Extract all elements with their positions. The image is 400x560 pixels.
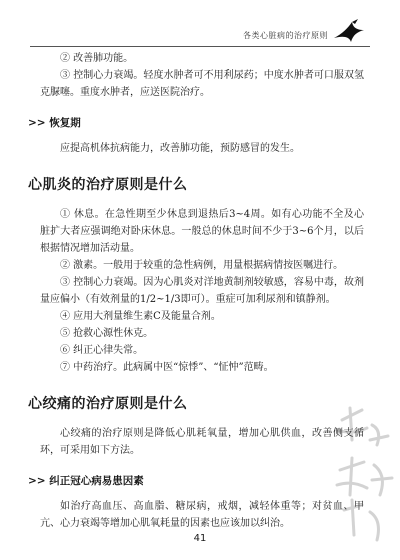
page-body xyxy=(28,50,364,532)
subsection-heading: >> 纠正冠心病易患因素 xyxy=(28,475,144,487)
page-header xyxy=(30,0,370,47)
page-number: 41 xyxy=(193,533,207,544)
running-title: 各类心脏病的治疗原则 xyxy=(243,31,328,40)
paragraph: ② 改善肺功能。 xyxy=(60,53,134,64)
subsection-heading: >> 恢复期 xyxy=(28,117,81,129)
paragraph: 如治疗高血压、高血脂、糖尿病，戒烟，减轻体重等；对贫血、甲亢、心力衰竭等增加心肌氧耗量的因素也应该加以纠治。 xyxy=(40,501,364,529)
paragraph: 应提高机体抗病能力，改善肺功能，预防感冒的发生。 xyxy=(60,143,300,154)
swallow-logo-icon xyxy=(332,18,366,44)
paragraph: ⑦ 中药治疗。此病属中医“惊悸”、“怔忡”范畴。 xyxy=(60,362,274,373)
paragraph: ② 激素。一般用于较重的急性病例，用量根据病情按医嘱进行。 xyxy=(60,260,344,271)
paragraph: ⑥ 纠正心律失常。 xyxy=(60,345,144,356)
calligraphy-watermark-icon xyxy=(322,400,400,550)
paragraph: ④ 应用大剂量维生素C及能量合剂。 xyxy=(60,311,221,322)
section-heading: 心肌炎的治疗原则是什么 xyxy=(28,177,188,193)
section-heading: 心绞痛的治疗原则是什么 xyxy=(28,396,188,412)
paragraph: ① 休息。在急性期至少休息到退热后3~4周。如有心功能不全及心脏扩大者应强调绝对卧床休息。一般总的休息时间不少于3~6个月，以后根据情况增加活动量。 xyxy=(40,209,364,254)
paragraph: 心绞痛的治疗原则是降低心肌耗氧量，增加心肌供血，改善侧支循环，可采用如下方法。 xyxy=(40,428,364,456)
paragraph: ③ 控制心力衰竭。因为心肌炎对洋地黄制剂较敏感，容易中毒，故剂量应偏小（有效剂量的1/2~1/3即可）。重症可加利尿剂和镇静剂。 xyxy=(40,277,364,305)
paragraph: ③ 控制心力衰竭。轻度水肿者可不用利尿药；中度水肿者可口服双氢克脲噻。重度水肿者，应送医院治疗。 xyxy=(40,70,364,98)
paragraph: ⑤ 抢救心源性休克。 xyxy=(60,328,154,339)
